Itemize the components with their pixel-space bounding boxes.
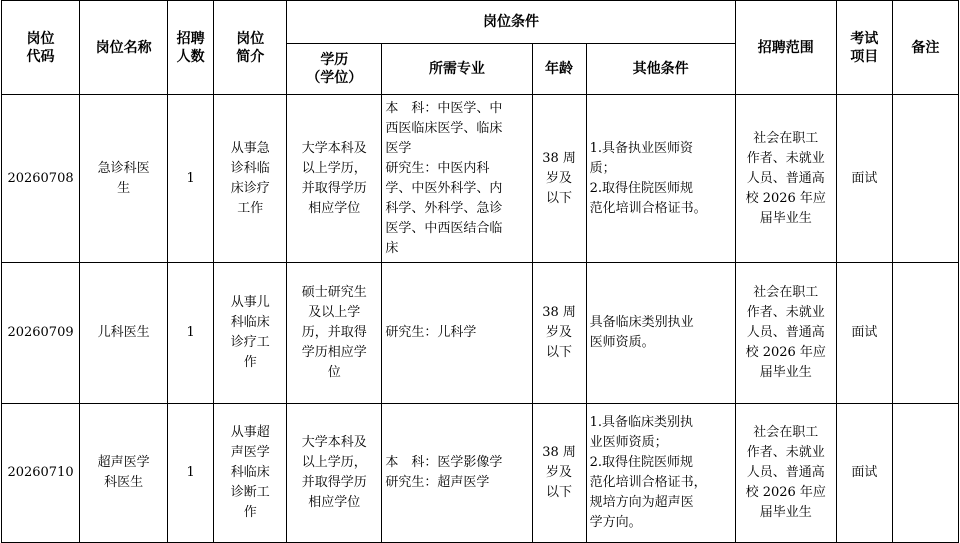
- cell-other: 1.具备临床类别执 业医师资质； 2.取得住院医师规 范化培训合格证书， 规培方向为超声医 学方向。: [586, 404, 735, 543]
- cell-remark: [892, 263, 958, 404]
- header-name: 岗位名称: [80, 1, 168, 95]
- cell-intro: 从事急 诊科临 床诊疗 工作: [214, 95, 287, 263]
- header-exam: 考试 项目: [836, 1, 892, 95]
- cell-education: 大学本科及 以上学历， 并取得学历 相应学位: [287, 95, 382, 263]
- header-count: 招聘 人数: [168, 1, 214, 95]
- cell-count: 1: [168, 95, 214, 263]
- cell-major: 本 科：医学影像学 研究生：超声医学: [382, 404, 532, 543]
- cell-code: 20260709: [2, 263, 80, 404]
- cell-name: 急诊科医 生: [80, 95, 168, 263]
- cell-age: 38 周 岁及 以下: [532, 404, 586, 543]
- cell-age: 38 周 岁及 以下: [532, 263, 586, 404]
- recruitment-table: [1, 0, 959, 543]
- cell-code: 20260708: [2, 95, 80, 263]
- cell-other: 具备临床类别执业 医师资质。: [586, 263, 735, 404]
- header-remark: 备注: [892, 1, 958, 95]
- cell-intro: 从事儿 科临床 诊疗工 作: [214, 263, 287, 404]
- cell-education: 大学本科及 以上学历， 并取得学历 相应学位: [287, 404, 382, 543]
- cell-name: 超声医学 科医生: [80, 404, 168, 543]
- cell-count: 1: [168, 263, 214, 404]
- cell-major: 本 科：中医学、中 西医临床医学、临床 医学 研究生：中医内科 学、中医外科学、内 科学、外科学、急诊 医学、中西医结合临 床: [382, 95, 532, 263]
- header-scope: 招聘范围: [735, 1, 836, 95]
- cell-remark: [892, 95, 958, 263]
- cell-scope: 社会在职工 作者、未就业 人员、普通高 校 2026 年应 届毕业生: [735, 263, 836, 404]
- cell-remark: [892, 404, 958, 543]
- table-row: [2, 95, 959, 263]
- cell-exam: 面试: [836, 95, 892, 263]
- cell-exam: 面试: [836, 404, 892, 543]
- header-intro: 岗位 简介: [214, 1, 287, 95]
- cell-exam: 面试: [836, 263, 892, 404]
- header-major: 所需专业: [382, 44, 532, 95]
- header-other: 其他条件: [586, 44, 735, 95]
- header-education: 学历 （学位）: [287, 44, 382, 95]
- table-row: [2, 263, 959, 404]
- cell-name: 儿科医生: [80, 263, 168, 404]
- cell-code: 20260710: [2, 404, 80, 543]
- cell-intro: 从事超 声医学 科临床 诊断工 作: [214, 404, 287, 543]
- table-row: [2, 404, 959, 543]
- cell-scope: 社会在职工 作者、未就业 人员、普通高 校 2026 年应 届毕业生: [735, 95, 836, 263]
- cell-scope: 社会在职工 作者、未就业 人员、普通高 校 2026 年应 届毕业生: [735, 404, 836, 543]
- cell-other: 1.具备执业医师资 质； 2.取得住院医师规 范化培训合格证书。: [586, 95, 735, 263]
- header-age: 年龄: [532, 44, 586, 95]
- cell-major: 研究生：儿科学: [382, 263, 532, 404]
- cell-count: 1: [168, 404, 214, 543]
- cell-education: 硕士研究生 及以上学 历，并取得 学历相应学 位: [287, 263, 382, 404]
- header-code: 岗位 代码: [2, 1, 80, 95]
- header-conditions: 岗位条件: [287, 1, 735, 44]
- cell-age: 38 周 岁及 以下: [532, 95, 586, 263]
- header-row-top: [2, 1, 959, 44]
